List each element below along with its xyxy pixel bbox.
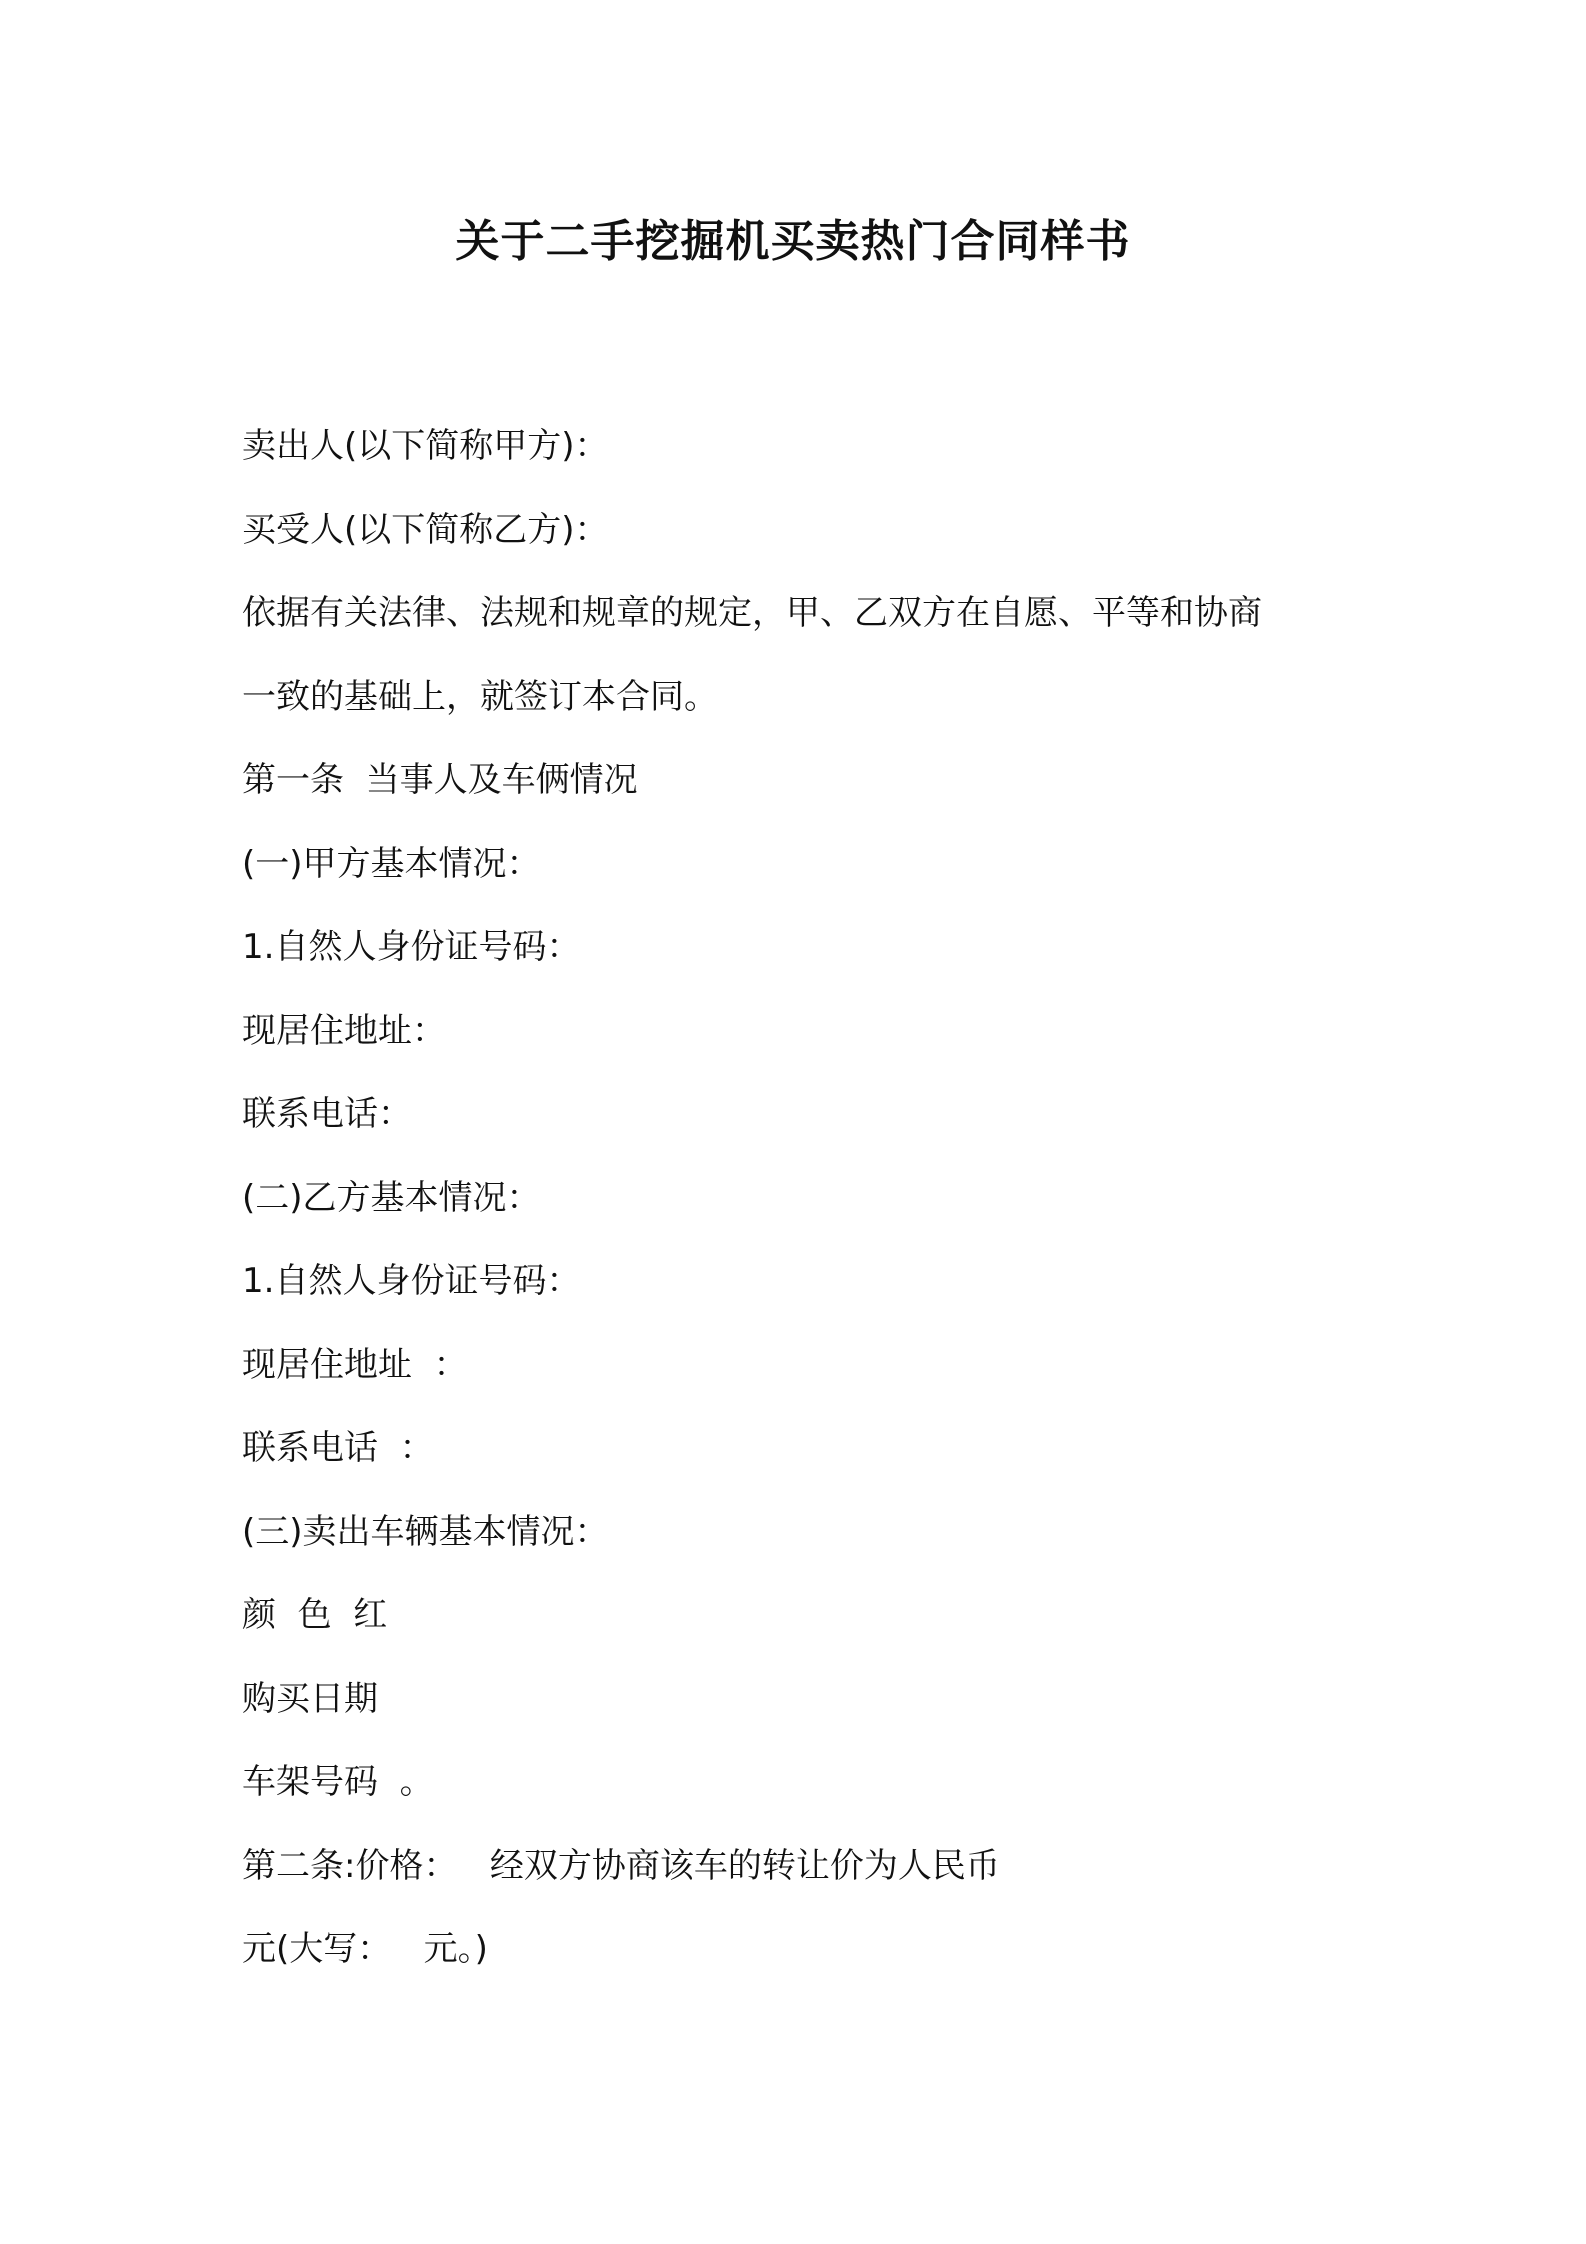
party-a-id-number: 1.自然人身份证号码： xyxy=(242,927,581,967)
party-b-heading: (二)乙方基本情况： xyxy=(242,1177,541,1218)
article-2-price: 第二条:价格： 经双方协商该车的转让价为人民币 xyxy=(242,1845,1000,1886)
preamble-line-2: 一致的基础上，就签订本合同。 xyxy=(242,676,718,717)
party-a-heading: (一)甲方基本情况： xyxy=(242,843,541,884)
document-title: 关于二手挖掘机买卖热门合同样书 xyxy=(455,216,1131,267)
party-a-address: 现居住地址： xyxy=(242,1010,446,1051)
article-2-price-continued: 元(大写： 元。) xyxy=(242,1929,488,1969)
vehicle-purchase-date: 购买日期 xyxy=(242,1678,378,1719)
vehicle-color: 颜 色 红 xyxy=(242,1595,388,1635)
party-b-phone: 联系电话 ： xyxy=(242,1428,434,1468)
article-1-heading: 第一条 当事人及车俩情况 xyxy=(242,760,638,800)
vehicle-frame-number: 车架号码 。 xyxy=(242,1762,434,1802)
buyer-line: 买受人(以下简称乙方)： xyxy=(242,509,609,550)
preamble-line-1: 依据有关法律、法规和规章的规定，甲、乙双方在自愿、平等和协商 xyxy=(242,593,1262,633)
party-b-id-number: 1.自然人身份证号码： xyxy=(242,1261,581,1301)
party-b-address: 现居住地址 ： xyxy=(242,1344,468,1385)
party-a-phone: 联系电话： xyxy=(242,1094,412,1134)
seller-line: 卖出人(以下简称甲方)： xyxy=(242,426,609,466)
vehicle-heading: (三)卖出车辆基本情况： xyxy=(242,1511,609,1552)
document-body xyxy=(242,405,1362,1992)
